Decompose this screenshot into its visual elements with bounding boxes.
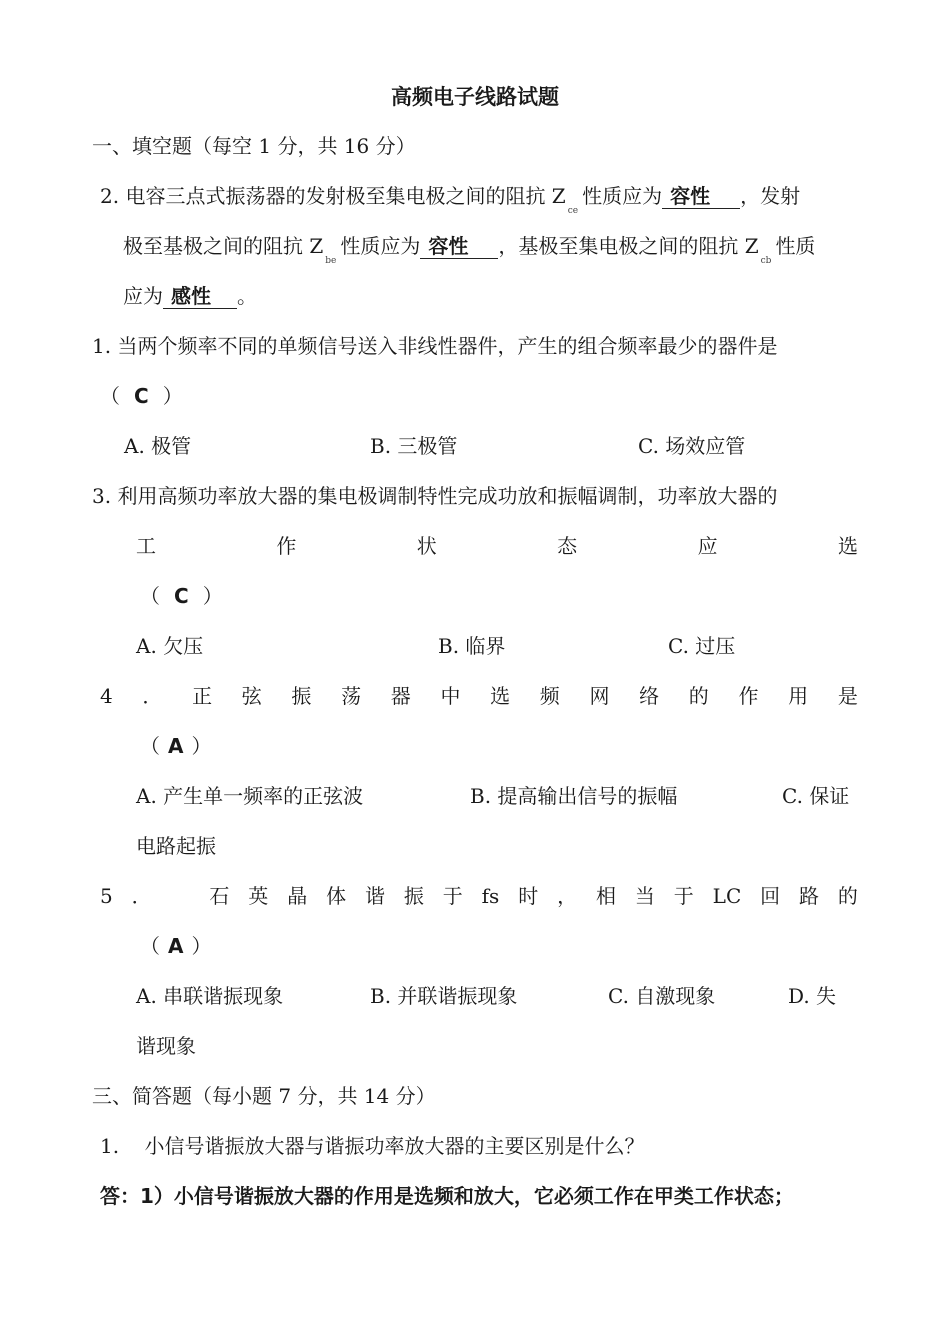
q4-answer-paren: （ A ）	[140, 734, 212, 758]
q5-option-b: B. 并联谐振现象	[370, 984, 518, 1008]
section-heading-short-answer: 三、简答题（每小题 7 分，共 14 分）	[92, 1084, 436, 1108]
q5-option-d: D. 失	[788, 984, 837, 1008]
q1-option-b: B. 三极管	[370, 434, 458, 458]
q5-option-c: C. 自激现象	[608, 984, 716, 1008]
q4-option-a: A. 产生单一频率的正弦波	[136, 784, 364, 808]
q2-line3: 应为 感性 。	[123, 284, 257, 308]
q3-option-b: B. 临界	[438, 634, 506, 658]
answer-blank-1: 容性	[662, 184, 740, 209]
q1-option-c: C. 场效应管	[638, 434, 746, 458]
q4-option-b: B. 提高输出信号的振幅	[470, 784, 678, 808]
q1-option-a: A. 极管	[124, 434, 192, 458]
page-title: 高频电子线路试题	[391, 85, 559, 109]
q4-stem-spread: 4 ． 正 弦 振 荡 器 中 选 频 网 络 的 作 用 是	[100, 684, 858, 708]
q5-option-wrap: 谐现象	[136, 1034, 196, 1058]
q4-option-wrap: 电路起振	[136, 834, 216, 858]
q3-stem-spread: 工 作 状 态 应 选	[136, 534, 858, 558]
q2-line1: 2. 电容三点式振荡器的发射极至集电极之间的阻抗 $Z_{ce}$性质应为 容性 ，发射	[100, 184, 801, 216]
q3-option-a: A. 欠压	[136, 634, 204, 658]
q3-option-c: C. 过压	[668, 634, 736, 658]
answer-blank-2: 容性	[420, 234, 498, 259]
q4-option-c: C. 保证	[782, 784, 850, 808]
sq1-answer: 答：1）小信号谐振放大器的作用是选频和放大，它必须工作在甲类工作状态；	[100, 1184, 794, 1208]
q1-stem: 1. 当两个频率不同的单频信号送入非线性器件，产生的组合频率最少的器件是	[92, 334, 778, 358]
q5-answer: A	[168, 934, 184, 958]
answer-blank-3: 感性	[163, 284, 237, 309]
q1-answer-paren: （ C ）	[100, 384, 183, 408]
q2-line2: 极至基极之间的阻抗 $Z_{be}$性质应为 容性 ，基极至集电极之间的阻抗 $Z_{cb}$性质	[123, 234, 816, 266]
q5-stem-spread: 5 ． 石 英 晶 体 谐 振 于 fs 时 ， 相 当 于 LC 回 路 的	[100, 884, 858, 908]
q3-stem: 3. 利用高频功率放大器的集电极调制特性完成功放和振幅调制，功率放大器的	[92, 484, 778, 508]
q3-answer-paren: （ C ）	[140, 584, 223, 608]
q1-answer: C	[134, 384, 149, 408]
q3-answer: C	[174, 584, 189, 608]
q5-answer-paren: （ A ）	[140, 934, 212, 958]
sq1-question: 1. 小信号谐振放大器与谐振功率放大器的主要区别是什么？	[100, 1134, 645, 1158]
section-heading-fill-blank: 一、填空题（每空 1 分，共 16 分）	[92, 134, 416, 158]
q5-option-a: A. 串联谐振现象	[136, 984, 284, 1008]
q4-answer: A	[168, 734, 184, 758]
